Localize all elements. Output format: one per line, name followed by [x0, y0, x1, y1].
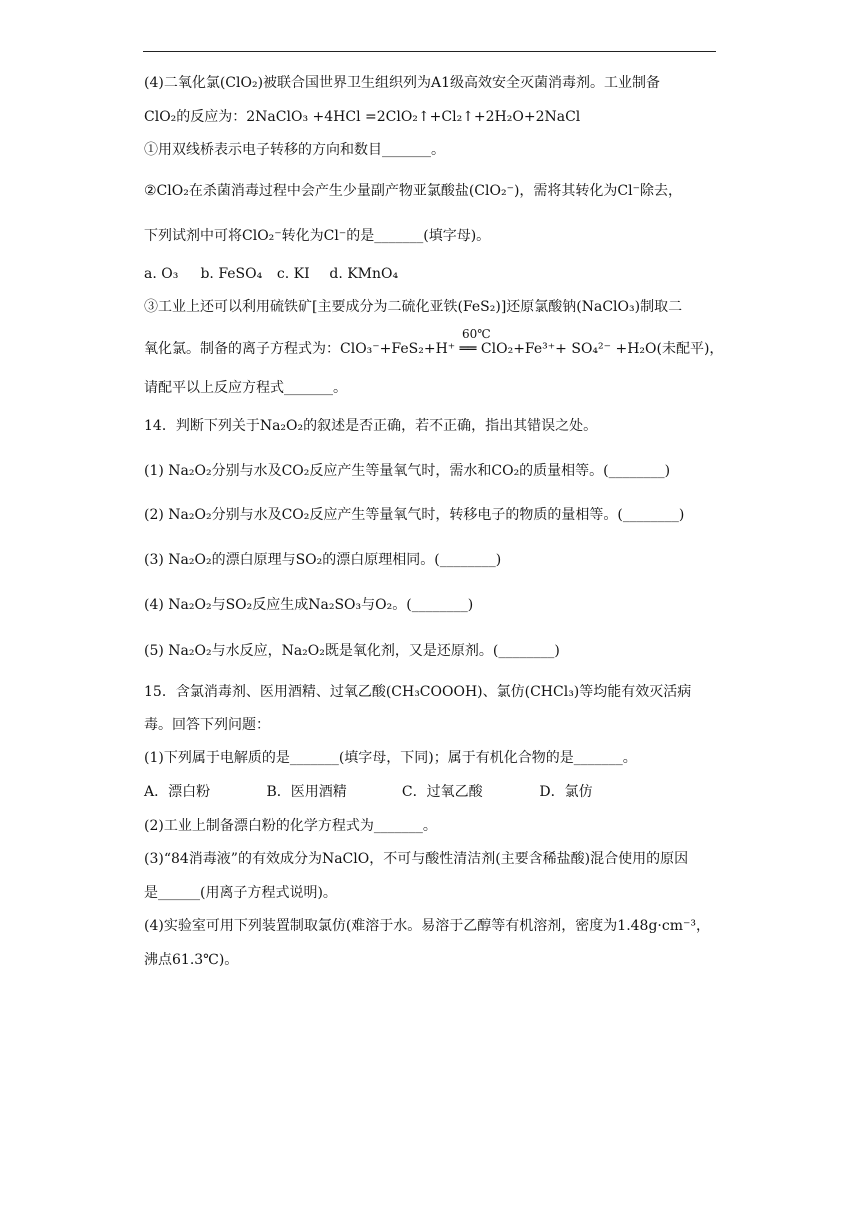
q15-options: [144, 782, 593, 802]
q14-item-3: (3) Na₂O₂的漂白原理与SO₂的漂白原理相同。(________): [144, 552, 502, 568]
q4-reaction: ClO₂的反应为：2NaClO₃ +4HCl =2ClO₂↑+Cl₂↑+2H₂O+2NaCl: [144, 109, 581, 125]
q14-item-5: (5) Na₂O₂与水反应，Na₂O₂既是氧化剂，又是还原剂。(________): [144, 643, 560, 659]
q15-part3a: (3)“84消毒液”的有效成分为NaClO，不可与酸性清洁剂(主要含稀盐酸)混合使用的原因: [144, 851, 689, 867]
q15-stem-1: 15．含氯消毒剂、医用酒精、过氧乙酸(CH₃COOOH)、氯仿(CHCl₃)等均能有效灭活病: [144, 684, 692, 700]
q4-option-a: a. O₃: [144, 266, 179, 282]
q4-options: [144, 264, 398, 284]
q4-part1: ①用双线桥表示电子转移的方向和数目_______。: [144, 142, 445, 158]
q15-option-b: B．医用酒精: [266, 784, 347, 800]
q4-option-b: b. FeSO₄: [200, 266, 263, 282]
q4-part3c: 请配平以上反应方程式_______。: [144, 380, 347, 396]
q15-option-d: D．氯仿: [539, 784, 593, 800]
q15-part3b: 是______(用离子方程式说明)。: [144, 885, 337, 901]
q4-option-c: c. KI: [276, 266, 310, 282]
q15-option-c: C．过氧乙酸: [401, 784, 483, 800]
q15-option-a: A．漂白粉: [144, 784, 211, 800]
q15-part1: (1)下列属于电解质的是_______(填字母，下同)；属于有机化合物的是_______。: [144, 750, 637, 766]
q4-option-d: d. KMnO₄: [329, 266, 399, 282]
q14-item-4: (4) Na₂O₂与SO₂反应生成Na₂SO₃与O₂。(________): [144, 597, 474, 613]
q4-part3a: ③工业上还可以利用硫铁矿[主要成分为二硫化亚铁(FeS₂)]还原氯酸钠(NaClO₃)制取二: [144, 299, 683, 315]
header-rule: [143, 51, 716, 52]
q15-part4a: (4)实验室可用下列装置制取氯仿(难溶于水。易溶于乙醇等有机溶剂，密度为1.48g·cm⁻³，: [144, 918, 710, 934]
q4-part3b: 氧化氯。制备的离子方程式为：ClO₃⁻+FeS₂+H⁺ ══ ClO₂+Fe³⁺+ SO₄²⁻ +H₂O(未配平)，: [144, 341, 724, 357]
q4-part3-condition: 60℃: [462, 327, 491, 341]
q4-part2a: ②ClO₂在杀菌消毒过程中会产生少量副产物亚氯酸盐(ClO₂⁻)，需将其转化为Cl⁻除去，: [144, 183, 683, 199]
q4-intro: (4)二氧化氯(ClO₂)被联合国世界卫生组织列为A1级高效安全灭菌消毒剂。工业制备: [144, 75, 661, 91]
q14-item-2: (2) Na₂O₂分别与水及CO₂反应产生等量氧气时，转移电子的物质的量相等。(________): [144, 507, 685, 523]
q15-part2: (2)工业上制备漂白粉的化学方程式为_______。: [144, 818, 437, 834]
q15-stem-2: 毒。回答下列问题：: [144, 717, 270, 733]
q14-item-1: (1) Na₂O₂分别与水及CO₂反应产生等量氧气时，需水和CO₂的质量相等。(________): [144, 463, 671, 479]
q4-part2b: 下列试剂中可将ClO₂⁻转化为Cl⁻的是_______(填字母)。: [144, 228, 491, 244]
q14-stem: 14．判断下列关于Na₂O₂的叙述是否正确，若不正确，指出其错误之处。: [144, 418, 598, 434]
q15-part4b: 沸点61.3℃)。: [144, 952, 239, 968]
